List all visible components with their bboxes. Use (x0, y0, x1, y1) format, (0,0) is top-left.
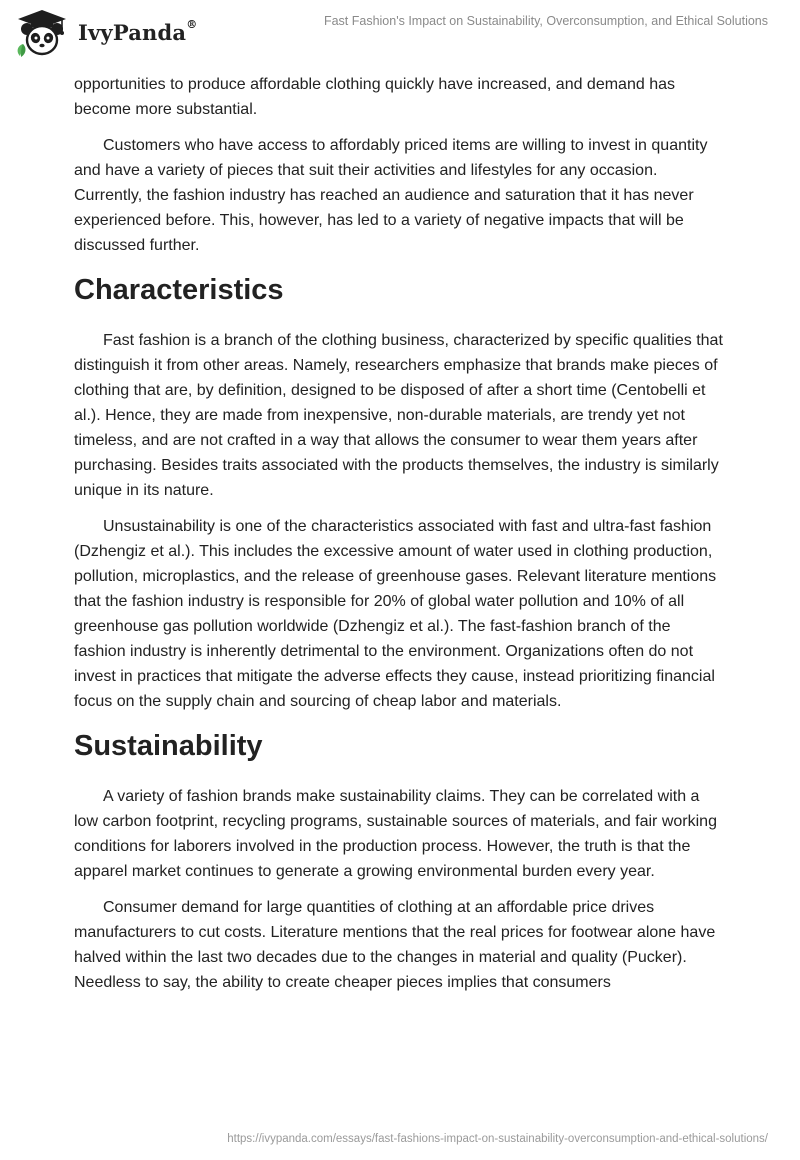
source-url-link[interactable]: https://ivypanda.com/essays/fast-fashions-impact-on-sustainability-overconsumption-and-ethical-solutions/ (227, 1133, 768, 1145)
paragraph: A variety of fashion brands make sustainability claims. They can be correlated with a low carbon footprint, recycling programs, sustainable sources of materials, and fair working conditions for laborers involved in the production process. However, the truth is that the apparel market continues to generate a growing environmental burden every year. (74, 788, 717, 880)
paragraph: Fast fashion is a branch of the clothing business, characterized by specific qualities that distinguish it from other areas. Namely, researchers emphasize that brands make pieces of clothing that are, by definition, designed to be disposed of after a short time (Centobelli et al.). Hence, they are made from inexpensive, non-durable materials, are trendy yet not timeless, and are not crafted in a way that allows the consumer to wear them years after purchasing. Besides traits associated with the products themselves, the industry is similarly unique in its nature. (74, 332, 723, 499)
paragraph-continued: opportunities to produce affordable clothing quickly have increased, and demand has become more substantial. (74, 76, 675, 118)
paragraph: Unsustainability is one of the characteristics associated with fast and ultra-fast fashion (Dzhengiz et al.). This includes the excessive amount of water used in clothing production, pollution, microplastics, and the release of greenhouse gases. Relevant literature mentions that the fashion industry is responsible for 20% of global water pollution and 10% of all greenhouse gas pollution worldwide (Dzhengiz et al.). The fast-fashion branch of the fashion industry is inherently detrimental to the environment. Organizations often do not invest in practices that mitigate the adverse effects they cause, instead prioritizing financial focus on the supply chain and sourcing of cheap labor and materials. (74, 518, 717, 710)
paragraph: Customers who have access to affordably priced items are willing to invest in quantity and have a variety of pieces that suit their activities and lifestyles for any occasion. Currently, the fashion industry has reached an audience and saturation that it has never experienced before. This, however, has led to a variety of negative impacts that will be discussed further. (74, 137, 708, 254)
logo-wordmark: IvyPanda (78, 20, 187, 45)
essay-content (74, 72, 726, 1006)
page-header (0, 0, 800, 70)
registered-mark: ® (186, 18, 198, 31)
panda-graduate-icon (14, 8, 70, 58)
document-title: Fast Fashion's Impact on Sustainability, Overconsumption, and Ethical Solutions (323, 14, 768, 28)
section-heading-characteristics: Characteristics (74, 274, 284, 306)
section-heading-sustainability: Sustainability (74, 730, 263, 762)
ivypanda-logo[interactable] (14, 8, 204, 58)
logo-text (78, 20, 197, 45)
paragraph: Consumer demand for large quantities of clothing at an affordable price drives manufacturers to cut costs. Literature mentions that the real prices for footwear alone have halved within the last two decades due to the changes in material and quality (Pucker). Needless to say, the ability to create cheaper pieces implies that consumers (74, 899, 716, 991)
